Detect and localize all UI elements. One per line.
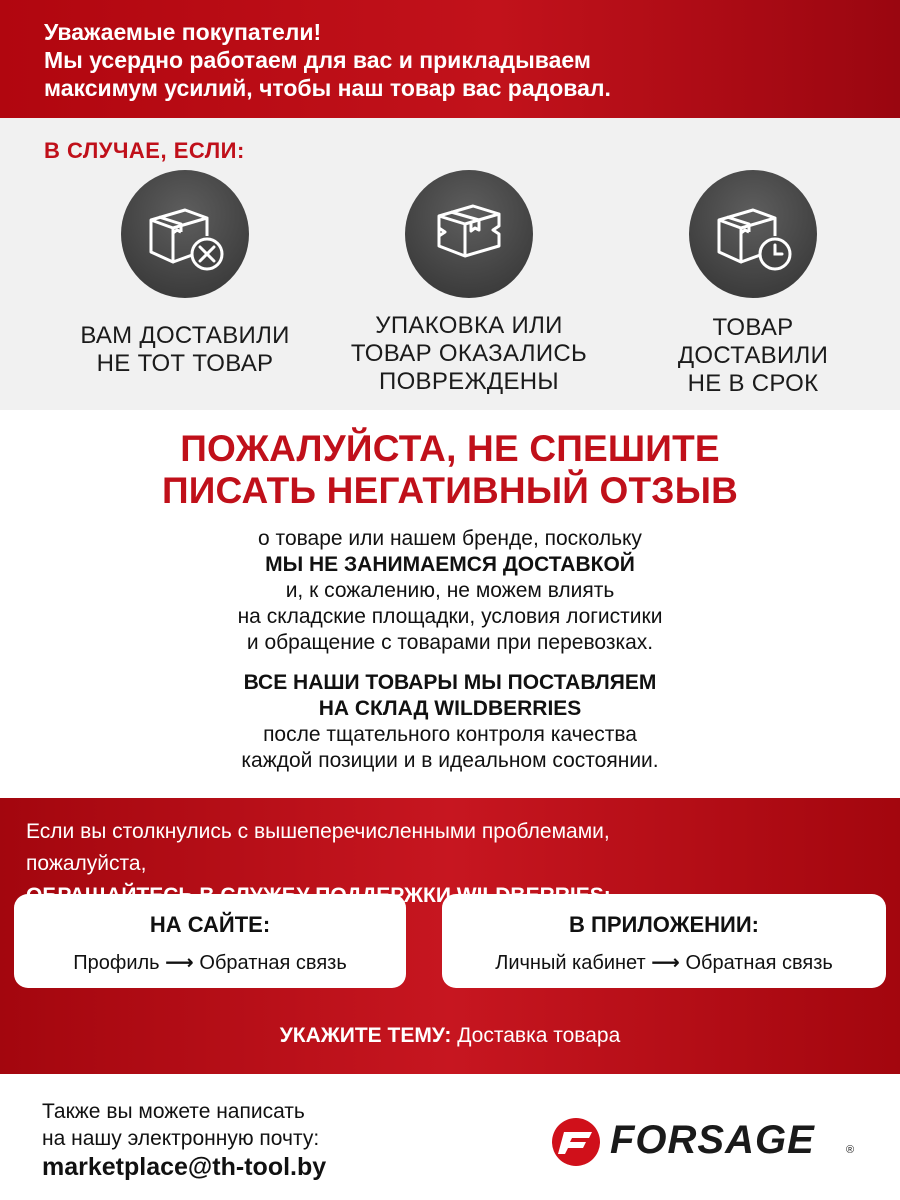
- topic-line: УКАЖИТЕ ТЕМУ: Доставка товара: [279, 1024, 621, 1047]
- cases-section: [0, 118, 900, 410]
- quality-statement: ВСЕ НАШИ ТОВАРЫ МЫ ПОСТАВЛЯЕМ НА СКЛАД WILDBERRIES после тщательного контроля качества каждой позиции и в идеальном состоянии.: [241, 671, 659, 772]
- box-clock-icon: [689, 170, 817, 298]
- cases-title: В СЛУЧАЕ, ЕСЛИ:: [44, 138, 245, 163]
- headline: ПОЖАЛУЙСТА, НЕ СПЕШИТЕ ПИСАТЬ НЕГАТИВНЫЙ ОТЗЫВ: [161, 428, 739, 511]
- case-late: [648, 170, 858, 398]
- site-card: [14, 894, 406, 988]
- case-label: ВАМ ДОСТАВИЛИ НЕ ТОТ ТОВАР: [80, 322, 290, 377]
- header-text-line: максимум усилий, чтобы наш товар вас радовал.: [44, 75, 611, 101]
- header-banner: [0, 0, 900, 118]
- support-section: [0, 798, 900, 1074]
- app-path: Личный кабинет ⟶ Обратная связь: [495, 952, 833, 974]
- forsage-mark-icon: [548, 1114, 608, 1170]
- greeting: Уважаемые покупатели!: [44, 19, 322, 45]
- case-wrong-item: [55, 170, 315, 378]
- registered-mark: ®: [846, 1144, 855, 1156]
- site-path: Профиль ⟶ Обратная связь: [73, 952, 347, 974]
- damaged-box-icon: [405, 170, 533, 298]
- forsage-logo: [548, 1114, 868, 1170]
- case-label: УПАКОВКА ИЛИ ТОВАР ОКАЗАЛИСЬ ПОВРЕЖДЕНЫ: [350, 312, 588, 395]
- arrow-right-icon: ⟶: [165, 952, 194, 974]
- case-damaged: [338, 170, 600, 396]
- main-message: [0, 410, 900, 798]
- app-card-title: В ПРИЛОЖЕНИИ:: [569, 912, 759, 937]
- explanation: о товаре или нашем бренде, поскольку МЫ НЕ ЗАНИМАЕМСЯ ДОСТАВКОЙ и, к сожалению, не можем влиять на складские площадки, условия логистики и обращение с товарами при перевозках.: [237, 527, 663, 654]
- arrow-right-icon: ⟶: [651, 952, 680, 974]
- site-card-title: НА САЙТЕ:: [149, 912, 271, 937]
- support-intro: Если вы столкнулись с вышеперечисленными проблемами, пожалуйста,: [26, 820, 610, 875]
- header-text-line: Мы усердно работаем для вас и прикладываем: [44, 47, 591, 73]
- email-link[interactable]: marketplace@th-tool.by: [42, 1153, 327, 1181]
- case-label: ТОВАР ДОСТАВИЛИ НЕ В СРОК: [677, 314, 829, 397]
- contact-text: Также вы можете написать на нашу электронную почту: marketplace@th-tool.by: [42, 1100, 327, 1181]
- box-cross-icon: [121, 170, 249, 298]
- logo-text: FORSAGE: [610, 1118, 815, 1162]
- app-card: [442, 894, 886, 988]
- footer: [0, 1074, 900, 1200]
